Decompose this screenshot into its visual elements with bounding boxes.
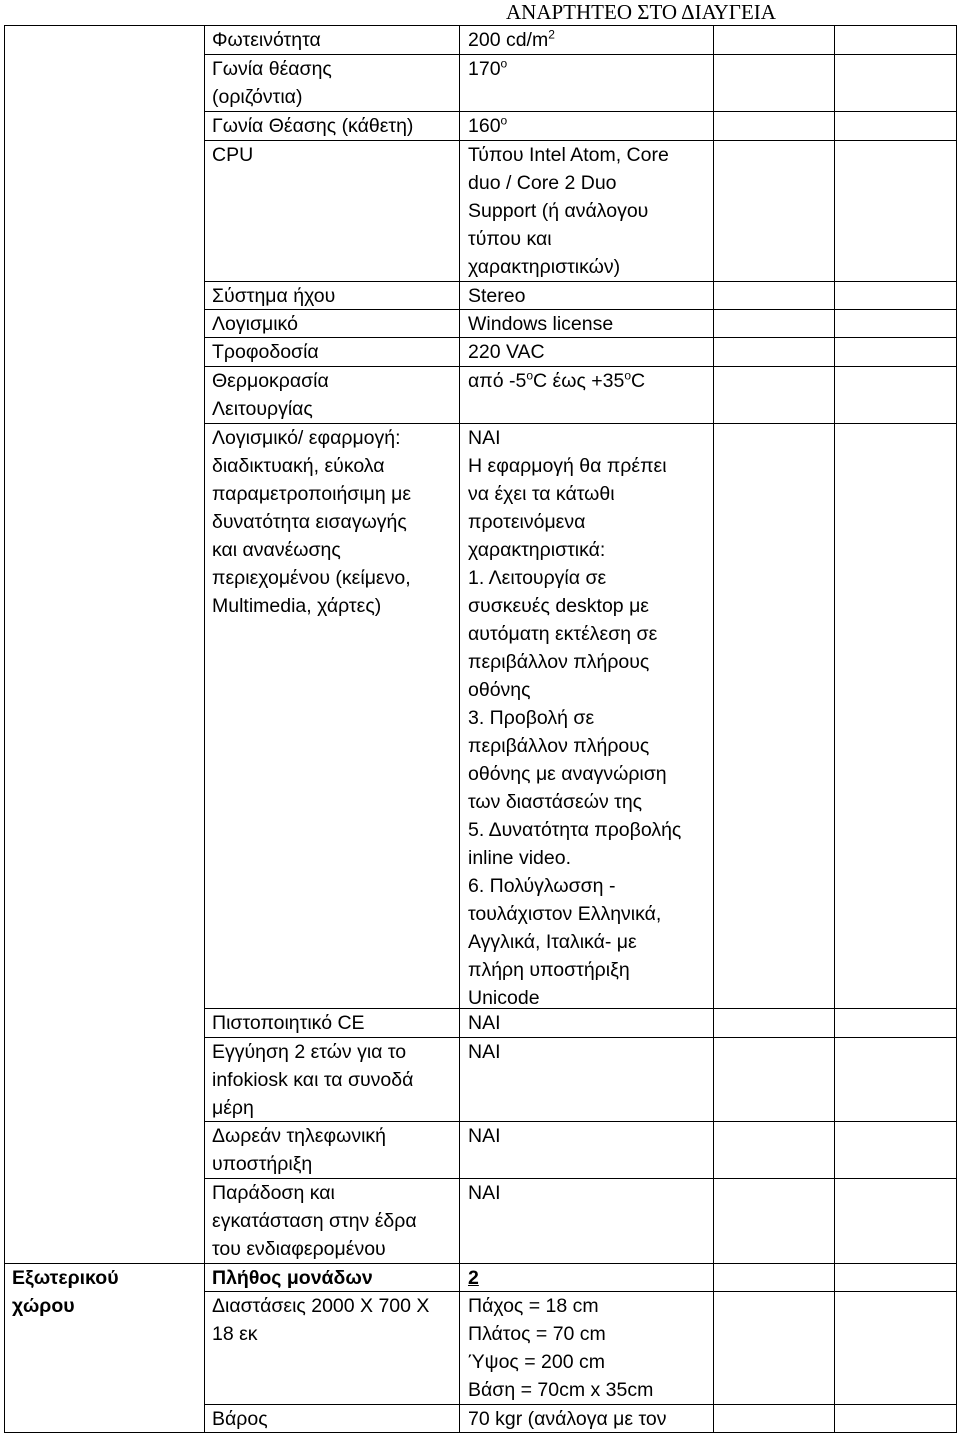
spec-value: 220 VAC — [468, 341, 545, 363]
spec-value: από $-5^oC$ $έ\omega\varsigma +35^oC$ — [468, 368, 646, 392]
spec-key: Λογισμικό — [212, 313, 298, 335]
spec-key: Λογισμικό/ εφαρμογή: διαδικτυακή, εύκολα παραμετροποιήσιμη με δυνατότητα εισαγωγής και ανανέωσης περιεχομένου (κείμενο, Multimedia, χάρτες) — [212, 427, 412, 617]
spec-value: Πάχος = 18 cm Πλάτος = 70 cm Ύψος = 200 cm Βάση = 70cm x 35cm — [468, 1295, 654, 1401]
table-border-right — [956, 25, 957, 1433]
spec-key: Φωτεινότητα — [212, 29, 321, 51]
spec-key: Διαστάσεις 2000 Χ 700 Χ 18 εκ — [212, 1295, 430, 1345]
spec-key: Θερμοκρασία Λειτουργίας — [212, 370, 329, 420]
table-divider-col4 — [834, 25, 835, 1433]
spec-value: ΝΑΙ — [468, 1125, 501, 1147]
spec-key: Πλήθος μονάδων — [212, 1267, 373, 1289]
spec-value: $170^o$ — [468, 56, 508, 80]
spec-value: Windows license — [468, 313, 614, 335]
spec-key: CPU — [212, 144, 254, 166]
category-label: Εξωτερικού χώρου — [12, 1267, 119, 1317]
spec-key: Πιστοποιητικό CE — [212, 1012, 365, 1034]
table-border-left — [4, 25, 5, 1433]
spec-key: Παράδοση και εγκατάσταση στην έδρα του ενδιαφερομένου — [212, 1182, 417, 1260]
spec-key: Γωνία θέασης (οριζόντια) — [212, 58, 332, 108]
spec-value: ΝΑΙ — [468, 1182, 501, 1204]
spec-key: Εγγύηση 2 ετών για το infokiosk και τα συνοδά μέρη — [212, 1041, 414, 1119]
spec-value: ΝΑΙ Η εφαρμογή θα πρέπει να έχει τα κάτωθι προτεινόμενα χαρακτηριστικά: 1. Λειτουργία σε συσκευές desktop με αυτόματη εκτέλεση σε περιβάλλον πλήρους οθόνης 3. Προβολή σε περιβάλλον πλήρους οθόνης με αναγνώριση των διαστάσεών της 5. Δυνατότητα προβολής inline video. 6. Πολύγλωσση - τουλάχιστον Ελληνικά, Αγγλικά, Ιταλικά- με πλήρη υποστήριξη Unicode — [468, 427, 682, 1009]
table-divider-value — [713, 25, 714, 1433]
spec-value: 200 $cd/m^2$ — [468, 27, 555, 51]
spec-key: Σύστημα ήχου — [212, 285, 336, 307]
spec-value: 70 kgr (ανάλογα με τον — [468, 1408, 667, 1430]
spec-value: Stereo — [468, 285, 526, 307]
spec-value: 2 — [468, 1267, 479, 1289]
spec-key: Δωρεάν τηλεφωνική υποστήριξη — [212, 1125, 387, 1175]
spec-key: Βάρος — [212, 1408, 268, 1430]
spec-value: Τύπου Intel Atom, Core duo / Core 2 Duo Support (ή ανάλογου τύπου και χαρακτηριστικών) — [468, 144, 669, 278]
page-header: ΑΝΑΡΤΗΤΕΟ ΣΤΟ ΔΙΑΥΓΕΙΑ — [506, 0, 776, 24]
spec-value: $160^o$ — [468, 113, 508, 137]
spec-key: Γωνία Θέασης (κάθετη) — [212, 115, 414, 137]
spec-key: Τροφοδοσία — [212, 341, 319, 363]
spec-value: ΝΑΙ — [468, 1012, 501, 1034]
spec-value: ΝΑΙ — [468, 1041, 501, 1063]
table-divider-key — [459, 25, 460, 1433]
table-divider-category — [204, 25, 205, 1433]
